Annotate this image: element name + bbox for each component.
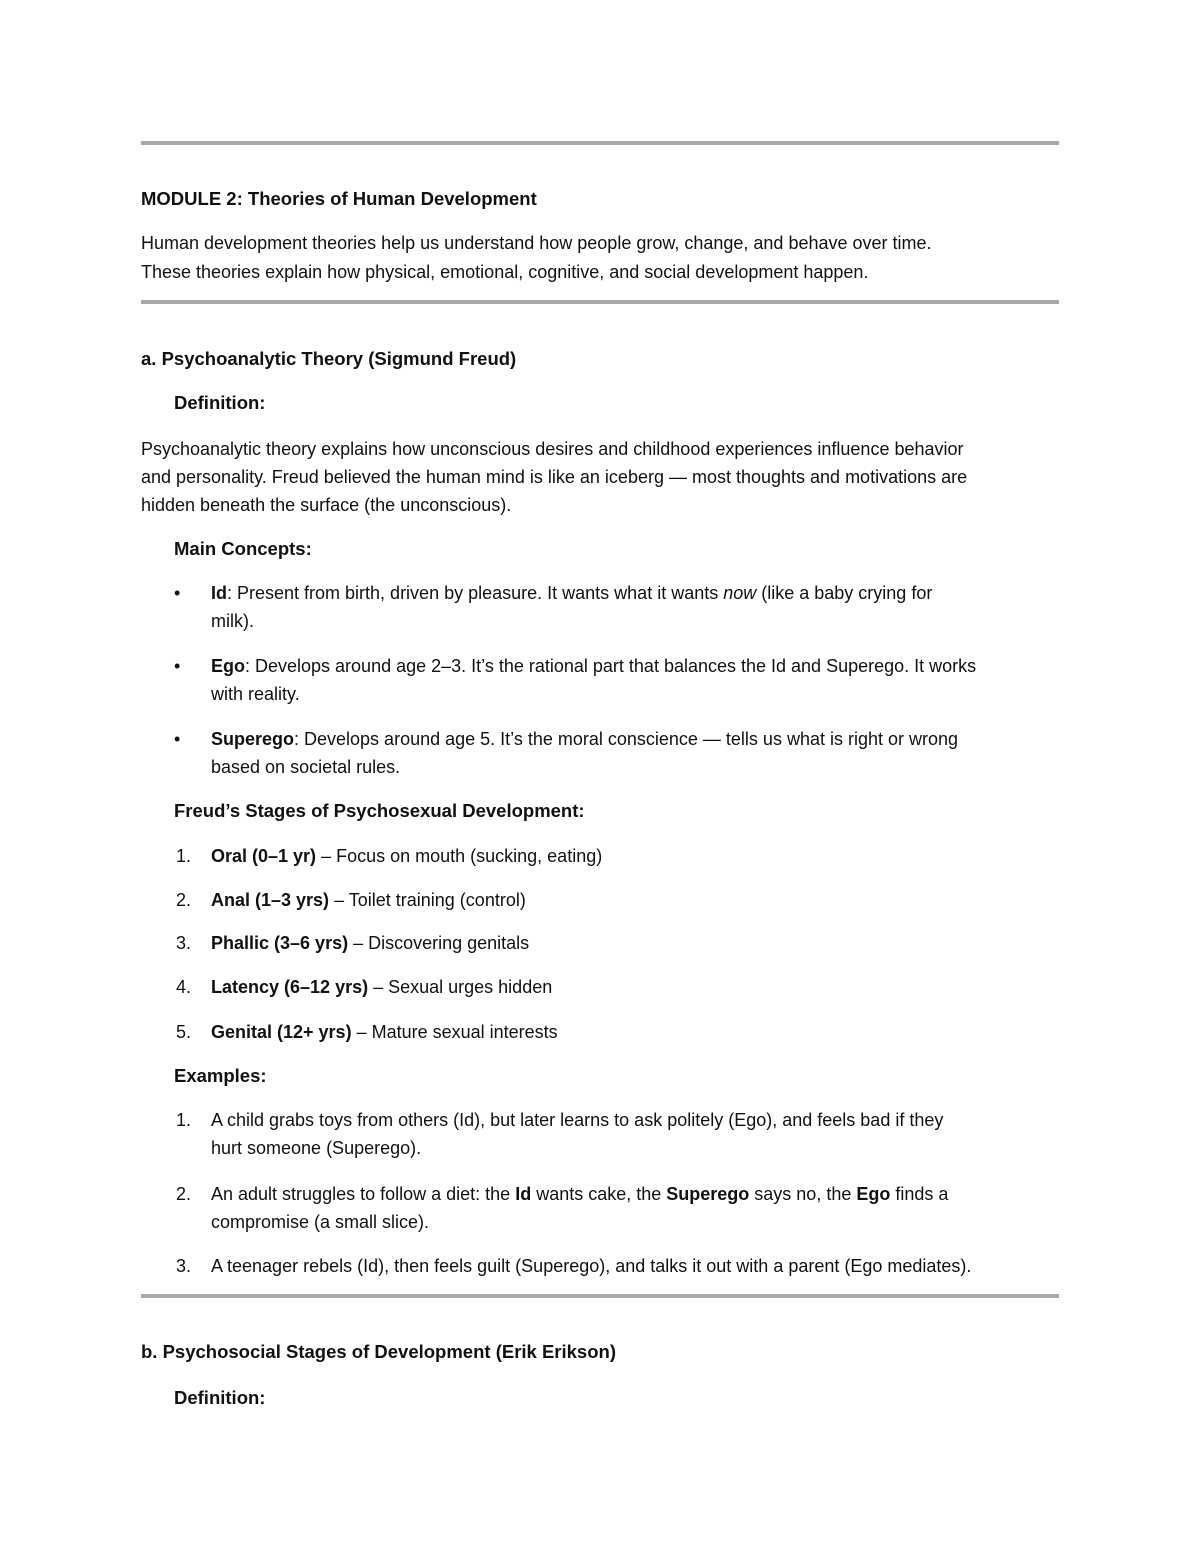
- list-number: 4.: [176, 977, 192, 997]
- example-2-line-2: compromise (a small slice).: [211, 1212, 430, 1232]
- definition-line-3: hidden beneath the surface (the unconscious).: [141, 495, 512, 515]
- list-number: 2.: [176, 890, 192, 910]
- bullet-icon: •: [174, 583, 181, 603]
- intro-line-2: These theories explain how physical, emotional, cognitive, and social development happen.: [141, 262, 869, 282]
- list-number: 2.: [176, 1184, 192, 1204]
- concept-ego-line-2: with reality.: [211, 684, 300, 704]
- concept-term: Ego: [211, 656, 245, 676]
- section-b-heading: b. Psychosocial Stages of Development (Erik Erikson): [141, 1341, 616, 1362]
- module-title: MODULE 2: Theories of Human Development: [141, 188, 537, 209]
- concept-id-line-1: Id: Present from birth, driven by pleasure. It wants what it wants now (like a baby crying for: [211, 583, 933, 603]
- section-a-heading: a. Psychoanalytic Theory (Sigmund Freud): [141, 348, 517, 369]
- examples-label: Examples:: [174, 1065, 267, 1086]
- definition-label: Definition:: [174, 1387, 266, 1408]
- example-1-line-2: hurt someone (Superego).: [211, 1138, 422, 1158]
- concept-id-line-2: milk).: [211, 611, 254, 631]
- definition-line-1: Psychoanalytic theory explains how unconscious desires and childhood experiences influence behavior: [141, 439, 964, 459]
- stage-item: Oral (0–1 yr) – Focus on mouth (sucking, eating): [211, 846, 603, 866]
- definition-label: Definition:: [174, 392, 266, 413]
- stages-label: Freud’s Stages of Psychosexual Development:: [174, 800, 585, 821]
- horizontal-rule: [141, 141, 1059, 145]
- stage-item: Phallic (3–6 yrs) – Discovering genitals: [211, 933, 530, 953]
- horizontal-rule: [141, 1294, 1059, 1298]
- list-number: 1.: [176, 1110, 192, 1130]
- concept-term: Superego: [211, 729, 295, 749]
- main-concepts-label: Main Concepts:: [174, 538, 312, 559]
- stage-item: Anal (1–3 yrs) – Toilet training (control): [211, 890, 526, 910]
- example-3-line-1: A teenager rebels (Id), then feels guilt (Superego), and talks it out with a parent (Ego mediates).: [211, 1256, 972, 1276]
- example-1-line-1: A child grabs toys from others (Id), but later learns to ask politely (Ego), and feels bad if they: [211, 1110, 944, 1130]
- list-number: 3.: [176, 1256, 192, 1276]
- list-number: 5.: [176, 1022, 192, 1042]
- definition-line-2: and personality. Freud believed the human mind is like an iceberg — most thoughts and motivations are: [141, 467, 968, 487]
- horizontal-rule: [141, 300, 1059, 304]
- intro-line-1: Human development theories help us understand how people grow, change, and behave over time.: [141, 233, 932, 253]
- stage-item: Genital (12+ yrs) – Mature sexual interests: [211, 1022, 558, 1042]
- concept-superego-line-1: Superego: Develops around age 5. It’s the moral conscience — tells us what is right or wrong: [211, 729, 959, 749]
- concept-superego-line-2: based on societal rules.: [211, 757, 401, 777]
- bullet-icon: •: [174, 729, 181, 749]
- example-2-line-1: An adult struggles to follow a diet: the Id wants cake, the Superego says no, the Ego finds a: [211, 1184, 949, 1204]
- list-number: 1.: [176, 846, 192, 866]
- concept-term: Id: [211, 583, 227, 603]
- bullet-icon: •: [174, 656, 181, 676]
- concept-ego-line-1: Ego: Develops around age 2–3. It’s the rational part that balances the Id and Superego. It works: [211, 656, 977, 676]
- stage-item: Latency (6–12 yrs) – Sexual urges hidden: [211, 977, 553, 997]
- list-number: 3.: [176, 933, 192, 953]
